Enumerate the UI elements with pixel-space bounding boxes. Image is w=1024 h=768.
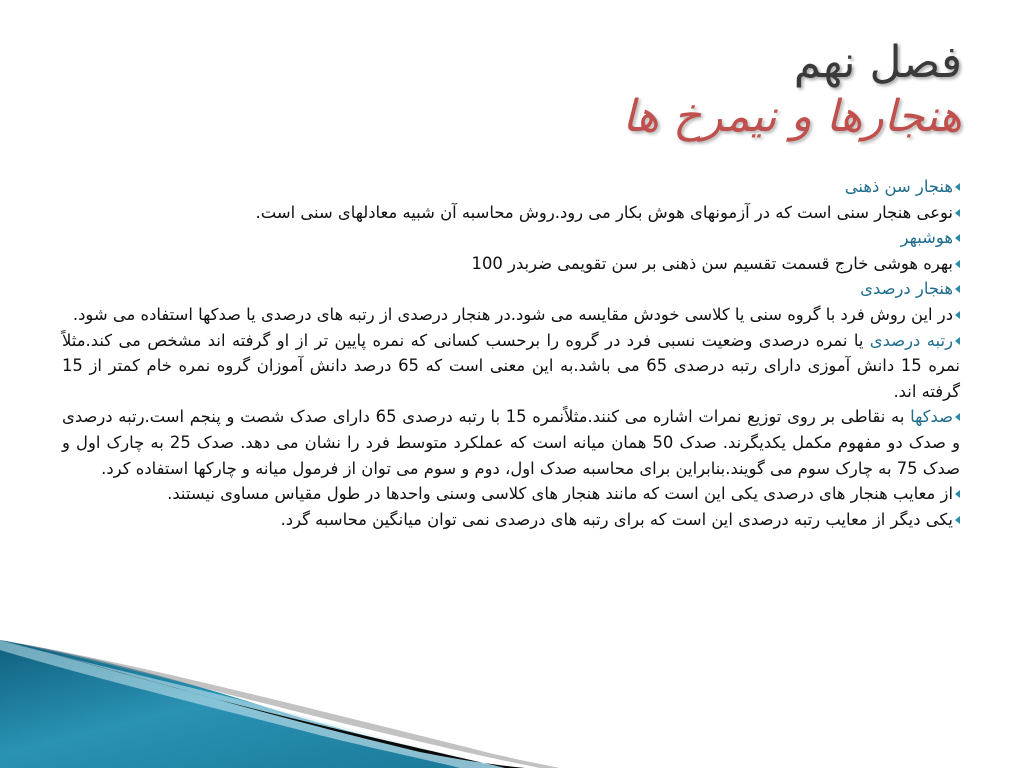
bullet-text: از معایب هنجار های درصدی یکی این است که مانند هنجار های کلاسی وسنی واحدها در طول مقیاس مساوی نیستند. [167, 484, 953, 504]
triangle-bullet-icon [955, 209, 960, 217]
slide-title: فصل نهم [793, 37, 962, 88]
bullet-paragraph [62, 276, 960, 302]
bullet-text: یا نمره درصدی وضعیت نسبی فرد در گروه را برحسب کسانی که نمره پایین تر از او گرفته اند مشخص می کند.مثلاً نمره 15 دانش آموزی دارای رتبه درصدی 65 می باشد.به این معنی است که 65 درصد دانش آموزان گروه نمره خام کمتر از 15 گرفته اند. [62, 330, 960, 401]
bullet-paragraph [62, 225, 960, 251]
triangle-bullet-icon [955, 285, 960, 293]
triangle-bullet-icon [955, 183, 960, 191]
bullet-heading: هنجار درصدی [860, 279, 953, 299]
bullet-paragraph [62, 404, 960, 481]
wave-decoration [0, 640, 1024, 768]
bullet-paragraph [62, 174, 960, 200]
bullet-paragraph [62, 507, 960, 533]
bullet-heading: هوشبهر [900, 228, 953, 248]
triangle-bullet-icon [955, 490, 960, 498]
triangle-bullet-icon [955, 413, 960, 421]
bullet-text: در این روش فرد با گروه سنی یا کلاسی خودش مقایسه می شود.در هنجار درصدی از رتبه های درصدی یا صدکها استفاده می شود. [72, 304, 953, 324]
bullet-text: بهره هوشی خارج قسمت تقسیم سن ذهنی بر سن تقویمی ضربدر 100 [471, 253, 953, 273]
triangle-bullet-icon [955, 516, 960, 524]
triangle-bullet-icon [955, 234, 960, 242]
bullet-paragraph [62, 328, 960, 405]
bullet-heading: هنجار سن ذهنی [844, 177, 953, 196]
triangle-bullet-icon [955, 311, 960, 319]
bullet-paragraph [62, 200, 960, 226]
bullet-paragraph [62, 302, 960, 328]
bullet-paragraph [62, 251, 960, 277]
bullet-heading: رتبه درصدی [869, 330, 953, 350]
bullet-heading: صدکها [910, 407, 953, 427]
bullet-text: به نقاطی بر روی توزیع نمرات اشاره می کنند.مثلاًنمره 15 با رتبه درصدی 65 دارای صدک شصت و پنجم است.رتبه درصدی و صدک دو مفهوم مکمل یکدیگرند. صدک 50 همان میانه است که عملکرد متوسط فرد را نشان می دهد. صدک 25 به چارک اول و صدک 75 به چارک سوم می گویند.بنابراین برای محاسبه صدک اول، دوم و سوم می توان از فرمول میانه و چارکها استفاده کرد. [62, 407, 960, 478]
bullet-paragraph [62, 481, 960, 507]
bullet-text: یکی دیگر از معایب رتبه درصدی این است که برای رتبه های درصدی نمی توان میانگین محاسبه گرد. [280, 509, 953, 529]
triangle-bullet-icon [955, 337, 960, 345]
content-body [62, 174, 960, 532]
bullet-text: نوعی هنجار سنی است که در آزمونهای هوش بکار می رود.روش محاسبه آن شبیه معادلهای سنی است. [255, 202, 953, 222]
slide-subtitle: هنجارها و نیمرخ ها [622, 91, 962, 142]
triangle-bullet-icon [955, 260, 960, 268]
title-block [262, 36, 962, 144]
